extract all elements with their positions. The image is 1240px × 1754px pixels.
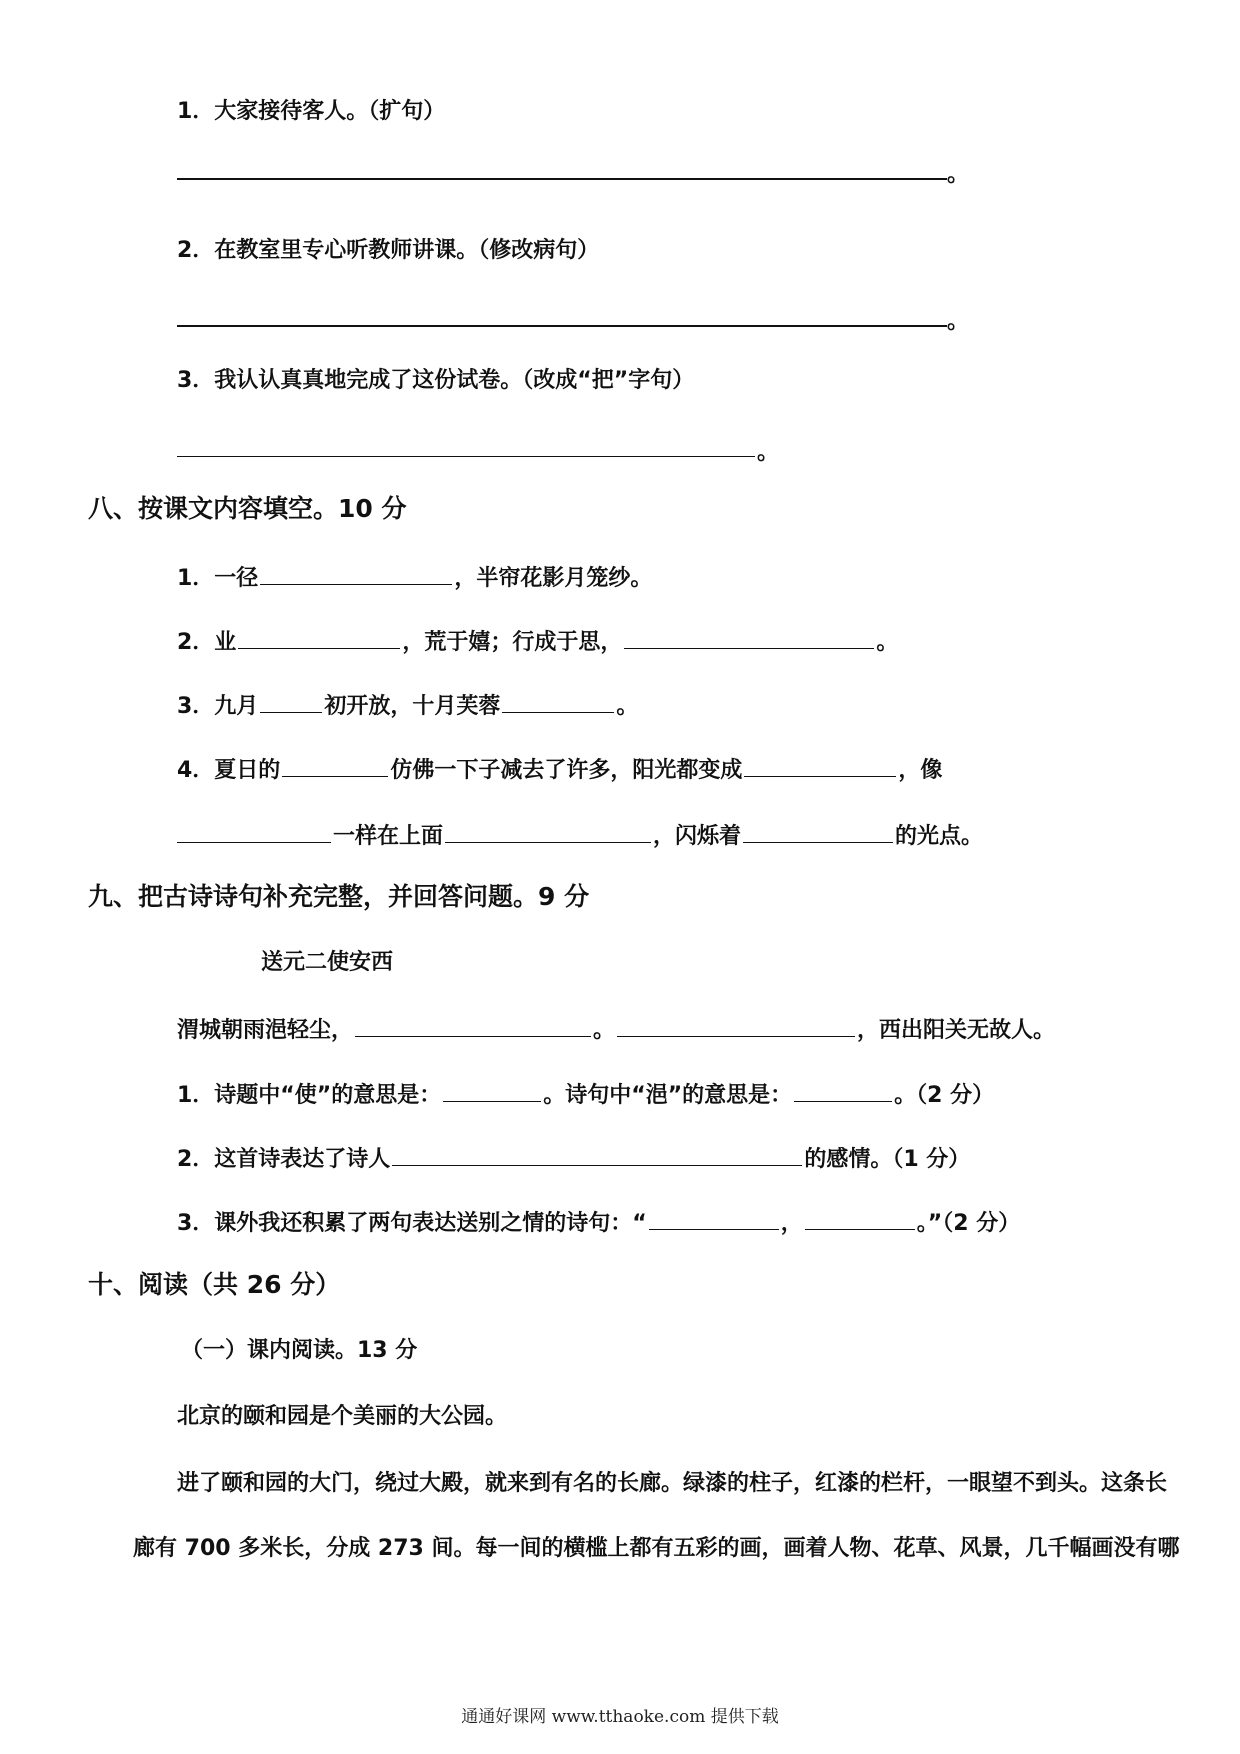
s7-question-3: 3．我认认真真地完成了这份试卷。（改成“把”字句） — [177, 368, 695, 393]
poem-line-mid: 。 — [593, 1018, 616, 1043]
s9-q3-blank-1[interactable] — [649, 1205, 779, 1230]
s9-q2-blank[interactable] — [392, 1141, 802, 1166]
s9-q1-prefix: 1．诗题中“使”的意思是： — [177, 1083, 442, 1108]
s7-answer-line-2[interactable] — [177, 325, 947, 327]
page-footer: 通通好课网 www.tthaoke.com 提供下载 — [461, 1707, 779, 1727]
section-9-heading: 九、把古诗诗句补充完整，并回答问题。9 分 — [88, 882, 590, 911]
s7-answer-line-3[interactable] — [177, 456, 755, 457]
s7-question-2: 2．在教室里专心听教师讲课。（修改病句） — [177, 238, 600, 263]
s8-q2-blank-1[interactable] — [238, 624, 400, 649]
s8-q4-blank-2[interactable] — [744, 752, 896, 777]
s9-q2-prefix: 2．这首诗表达了诗人 — [177, 1147, 391, 1172]
s7-end-mark-3: 。 — [757, 440, 780, 465]
s9-q3-blank-2[interactable] — [805, 1205, 915, 1230]
s8-q1-blank[interactable] — [260, 560, 452, 585]
poem-line-end: ，西出阳关无故人。 — [857, 1018, 1056, 1043]
s7-question-1: 1．大家接待客人。（扩句） — [177, 99, 446, 124]
s9-q2 — [177, 1141, 970, 1175]
s8-q1-suffix: ，半帘花影月笼纱。 — [454, 566, 653, 591]
s9-q3 — [177, 1205, 1020, 1239]
s8-q2 — [177, 624, 898, 658]
s8-q3-blank-1[interactable] — [260, 688, 322, 713]
s8-q4-blank-3[interactable] — [177, 818, 331, 843]
s8-q4b-a: 一样在上面 — [333, 824, 444, 849]
poem-title: 送元二使安西 — [261, 950, 394, 975]
s8-q3-blank-2[interactable] — [502, 688, 614, 713]
s9-q1 — [177, 1077, 994, 1111]
s9-q2-suffix: 的感情。（1 分） — [804, 1147, 971, 1172]
s8-q4-prefix: 4．夏日的 — [177, 758, 281, 783]
s8-q2-middle: ，荒于嬉；行成于思， — [402, 630, 623, 655]
s9-q3-middle: ， — [780, 1211, 803, 1236]
s7-answer-line-1[interactable] — [177, 178, 947, 180]
s7-end-mark-1: 。 — [947, 162, 970, 187]
reading-paragraph-1: 北京的颐和园是个美丽的大公园。 — [177, 1404, 508, 1429]
s8-q4-suffix: ，像 — [898, 758, 943, 783]
s8-q4-continued — [177, 818, 983, 852]
s8-q4b-c: 的光点。 — [895, 824, 984, 849]
s8-q4 — [177, 752, 942, 786]
s9-q1-suffix: 。（2 分） — [894, 1083, 995, 1108]
s8-q4-blank-1[interactable] — [282, 752, 388, 777]
s8-q4-blank-4[interactable] — [445, 818, 651, 843]
section-8-heading: 八、按课文内容填空。10 分 — [88, 494, 407, 523]
s8-q2-blank-2[interactable] — [624, 624, 874, 649]
s8-q3-middle: 初开放，十月芙蓉 — [324, 694, 501, 719]
s9-q3-suffix: 。”（2 分） — [916, 1211, 1021, 1236]
s8-q4-middle: 仿佛一下子减去了许多，阳光都变成 — [390, 758, 743, 783]
section-10-heading: 十、阅读（共 26 分） — [88, 1270, 341, 1299]
poem-blank-1[interactable] — [355, 1012, 591, 1037]
s8-q1-prefix: 1．一径 — [177, 566, 259, 591]
s8-q4b-b: ，闪烁着 — [653, 824, 742, 849]
s8-q3 — [177, 688, 638, 722]
poem-line — [177, 1012, 1055, 1046]
s8-q1 — [177, 560, 652, 594]
s9-q1-middle: 。诗句中“浥”的意思是： — [543, 1083, 793, 1108]
s8-q3-suffix: 。 — [616, 694, 639, 719]
poem-line-start: 渭城朝雨浥轻尘， — [177, 1018, 354, 1043]
s9-q3-prefix: 3．课外我还积累了两句表达送别之情的诗句：“ — [177, 1211, 647, 1236]
s8-q4-blank-5[interactable] — [743, 818, 893, 843]
poem-blank-2[interactable] — [617, 1012, 855, 1037]
s8-q2-suffix: 。 — [876, 630, 899, 655]
s9-q1-blank-2[interactable] — [794, 1077, 892, 1102]
s8-q3-prefix: 3．九月 — [177, 694, 259, 719]
s7-end-mark-2: 。 — [947, 309, 970, 334]
reading-paragraph-2-line-1: 进了颐和园的大门，绕过大殿，就来到有名的长廊。绿漆的柱子，红漆的栏杆，一眼望不到头。这条长 — [177, 1471, 1168, 1496]
s8-q2-prefix: 2．业 — [177, 630, 237, 655]
s10-subheading: （一）课内阅读。13 分 — [181, 1338, 418, 1363]
s9-q1-blank-1[interactable] — [443, 1077, 541, 1102]
reading-paragraph-2-line-2: 廊有 700 多米长，分成 273 间。每一间的横槛上都有五彩的画，画着人物、花草、风景，几千幅画没有哪 — [133, 1536, 1180, 1561]
